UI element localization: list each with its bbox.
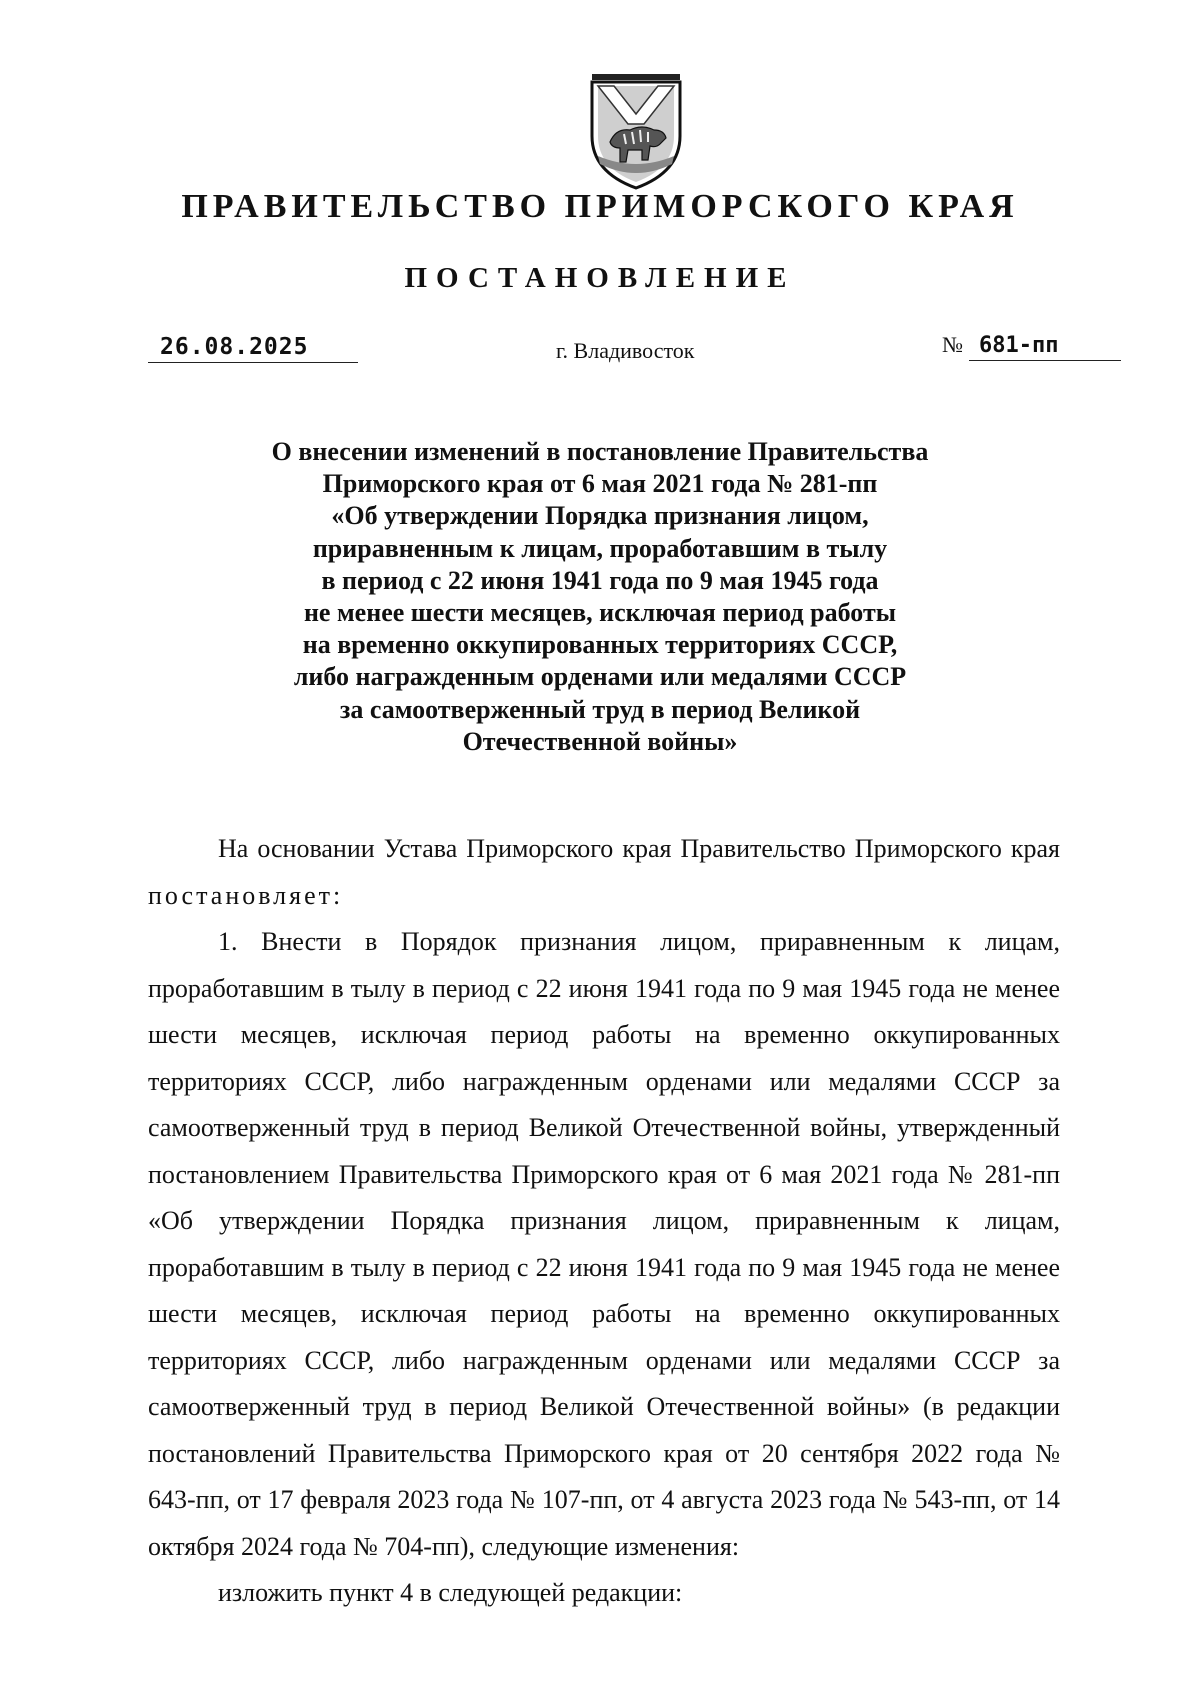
intro-paragraph bbox=[148, 826, 1060, 919]
intro-text: На основании Устава Приморского края Правительство Приморского края bbox=[218, 834, 1060, 863]
document-type: ПОСТАНОВЛЕНИЕ bbox=[404, 262, 796, 294]
number-sign: № bbox=[942, 332, 963, 357]
coat-of-arms-emblem bbox=[584, 72, 688, 190]
heading-line: в период с 22 июня 1941 года по 9 мая 1945 года bbox=[321, 565, 879, 595]
heading-line: не менее шести месяцев, исключая период работы bbox=[303, 598, 897, 628]
document-heading bbox=[200, 436, 1000, 758]
heading-line: О внесении изменений в постановление Правительства bbox=[271, 437, 929, 466]
heading-line: «Об утверждении Порядка признания лицом, bbox=[331, 501, 869, 531]
last-line-paragraph: изложить пункт 4 в следующей редакции: bbox=[218, 1578, 683, 1607]
heading-line: на временно оккупированных территориях СССР, bbox=[302, 630, 898, 660]
document-date: 26.08.2025 bbox=[148, 334, 358, 363]
heading-line: за самоотверженный труд в период Великой bbox=[339, 694, 861, 724]
item-1-paragraph: 1. Внести в Порядок признания лицом, приравненным к лицам, проработавшим в тылу в период с 22 июня 1941 года по 9 мая 1945 года не менее шести месяцев, исключая период работы на временно оккупированных территориях СССР, либо награжденным орденами или медалями СССР за самоотверженный труд в период Великой Отечественной войны, утвержденный постановлением Правительства Приморского края от 6 мая 2021 года № 281-пп «Об утверждении Порядка признания лицом, приравненным к лицам, проработавшим в тылу в период с 22 июня 1941 года по 9 мая 1945 года не менее шести месяцев, исключая период работы на временно оккупированных территориях СССР, либо награжденным орденами или медалями СССР за самоотверженный труд в период Великой Отечественной войны» (в редакции постановлений Правительства Приморского края от 20 сентября 2022 года № 643-пп, от 17 февраля 2023 года № 107-пп, от 4 августа 2023 года № 543-пп, от 14 октября 2024 года № 704-пп), следующие изменения: bbox=[148, 927, 1060, 1561]
document-number: 681-пп bbox=[969, 333, 1121, 361]
heading-line: приравненным к лицам, проработавшим в тылу bbox=[312, 533, 888, 563]
document-number-block bbox=[942, 332, 1121, 361]
document-city: г. Владивосток bbox=[556, 338, 695, 363]
heading-line: либо награжденным орденами или медалями СССР bbox=[293, 662, 907, 692]
intro-verb: постановляет: bbox=[148, 880, 344, 910]
heading-line: Отечественной войны» bbox=[462, 726, 738, 756]
heading-line: Приморского края от 6 мая 2021 года № 281-пп bbox=[322, 469, 878, 499]
document-body bbox=[148, 826, 1060, 1617]
government-title: ПРАВИТЕЛЬСТВО ПРИМОРСКОГО КРАЯ bbox=[181, 188, 1019, 225]
